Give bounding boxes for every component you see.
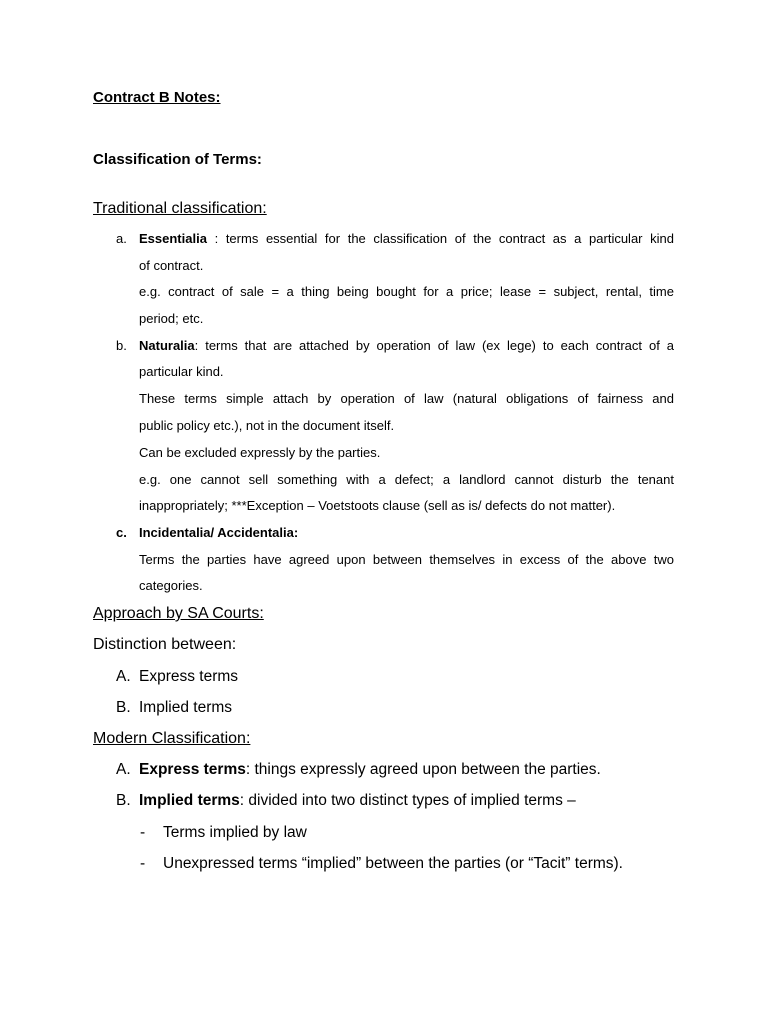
sa-courts-heading: Approach by SA Courts:	[93, 605, 264, 622]
item-text-line: particular kind.	[139, 364, 224, 379]
dash-marker: -	[140, 855, 146, 872]
item-text-line: categories.	[139, 578, 203, 593]
item-text-line: These terms simple attach by operation of law (natural obligations of fairness and	[139, 391, 674, 406]
list-marker: A.	[116, 761, 131, 778]
list-item: Implied terms	[139, 699, 233, 716]
item-text-line: : terms that are attached by operation of law (ex lege) to each contract of a	[194, 338, 674, 353]
modern-heading: Modern Classification:	[93, 730, 251, 747]
sub-list-item: Terms implied by law	[163, 824, 307, 841]
term-incidentalia: Incidentalia/ Accidentalia:	[139, 525, 299, 540]
term-essentialia: Essentialia	[139, 231, 207, 246]
item-text-line: : divided into two distinct types of implied terms –	[239, 792, 576, 809]
traditional-heading: Traditional classification:	[93, 200, 267, 217]
term-express: Express terms	[139, 761, 246, 778]
item-text-line: : things expressly agreed upon between the parties.	[245, 761, 601, 778]
dash-marker: -	[140, 824, 146, 841]
list-item	[139, 761, 601, 779]
item-text-line: : terms essential for the classification of the contract as a particular kind	[206, 231, 674, 246]
item-text-line: Terms the parties have agreed upon between themselves in excess of the above two	[139, 552, 674, 567]
list-marker: c.	[116, 525, 127, 540]
item-text-line: e.g. one cannot sell something with a defect; a landlord cannot disturb the tenant	[139, 472, 674, 487]
document-title: Contract B Notes:	[93, 89, 221, 106]
list-marker: B.	[116, 699, 131, 716]
item-text-line: public policy etc.), not in the document itself.	[139, 418, 395, 433]
distinction-intro: Distinction between:	[93, 636, 237, 653]
list-item-text	[139, 231, 674, 246]
item-text-line: of contract.	[139, 258, 204, 273]
item-text-line: Can be excluded expressly by the parties.	[139, 445, 381, 460]
list-marker: A.	[116, 668, 131, 685]
term-implied: Implied terms	[139, 792, 240, 809]
list-marker: B.	[116, 792, 131, 809]
list-marker: b.	[116, 338, 127, 353]
list-marker: a.	[116, 231, 127, 246]
sub-list-item: Unexpressed terms “implied” between the parties (or “Tacit” terms).	[163, 855, 623, 872]
list-item: Express terms	[139, 668, 239, 685]
item-text-line: period; etc.	[139, 311, 204, 326]
item-text-line: e.g. contract of sale = a thing being bought for a price; lease = subject, rental, time	[139, 284, 674, 299]
term-naturalia: Naturalia	[139, 338, 195, 353]
list-item	[139, 792, 576, 810]
item-text-line: inappropriately; ***Exception – Voetstoots clause (sell as is/ defects do not matter).	[139, 498, 616, 513]
section-title: Classification of Terms:	[93, 151, 262, 168]
list-item-text	[139, 338, 674, 353]
